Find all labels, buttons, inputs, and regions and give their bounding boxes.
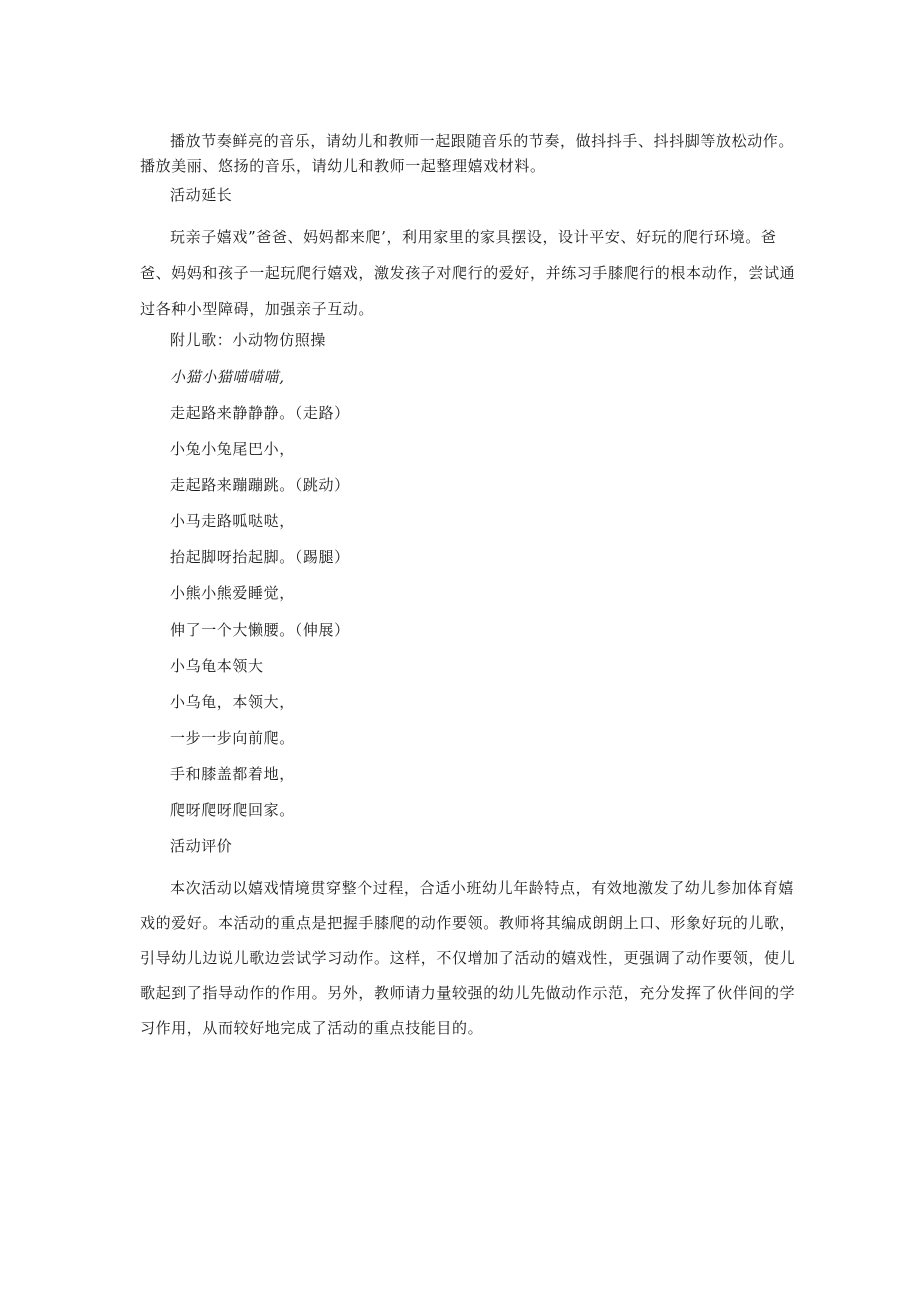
song-line: 手和膝盖都着地， (170, 765, 295, 783)
song-line: 小猫小猫喵喵喵, (170, 368, 285, 386)
intro-paragraph: 播放节奏鲜亮的音乐，请幼儿和教师一起跟随音乐的节奏，做抖抖手、抖抖脚等放松动作。播放美丽、悠扬的音乐，请幼儿和教师一起整理嬉戏材料。 (140, 132, 795, 175)
song-line: 小熊小熊爱睡觉， (170, 584, 295, 602)
song-line: 抬起脚呀抬起脚。（踢腿） (170, 548, 350, 566)
song-line: 爬呀爬呀爬回家。 (170, 801, 295, 819)
song-line: 小乌龟，本领大， (170, 693, 295, 711)
song-line: 走起路来静静静。（走路） (170, 404, 350, 422)
song-line: 伸了一个大懒腰。（伸展） (170, 621, 350, 639)
evaluation-paragraph: 本次活动以嬉戏情境贯穿整个过程，合适小班幼儿年龄特点，有效地激发了幼儿参加体育嬉戏的爱好。本活动的重点是把握手膝爬的动作要领。教师将其编成朗朗上口、形象好玩的儿歌，引导幼儿边说儿歌边尝试学习动作。这样，不仅增加了活动的嬉戏性，更强调了动作要领，使儿歌起到了指导动作的作用。另外，教师请力量较强的幼儿先做动作示范，充分发挥了伙伴间的学习作用，从而较好地完成了活动的重点技能目的。 (140, 879, 796, 1037)
song-line: 小兔小兔尾巴小， (170, 440, 295, 458)
song-line: 小马走路呱哒哒， (170, 512, 295, 530)
extension-heading: 活动延长 (170, 186, 233, 204)
song-heading: 附儿歌：小动物仿照操 (170, 331, 327, 349)
evaluation-heading: 活动评价 (170, 837, 233, 855)
song-line: 小乌龟本领大 (170, 657, 264, 675)
song-line: 走起路来蹦蹦跳。（跳动） (170, 476, 350, 494)
extension-paragraph: 玩亲子嬉戏”爸爸、妈妈都来爬’，利用家里的家具摆设，设计平安、好玩的爬行环境。爸爸、妈妈和孩子一起玩爬行嬉戏，激发孩子对爬行的爱好，并练习手膝爬行的根本动作，尝试通过各种小型障碍，加强亲子互动。 (140, 228, 796, 318)
song-line: 一步一步向前爬。 (170, 729, 295, 747)
